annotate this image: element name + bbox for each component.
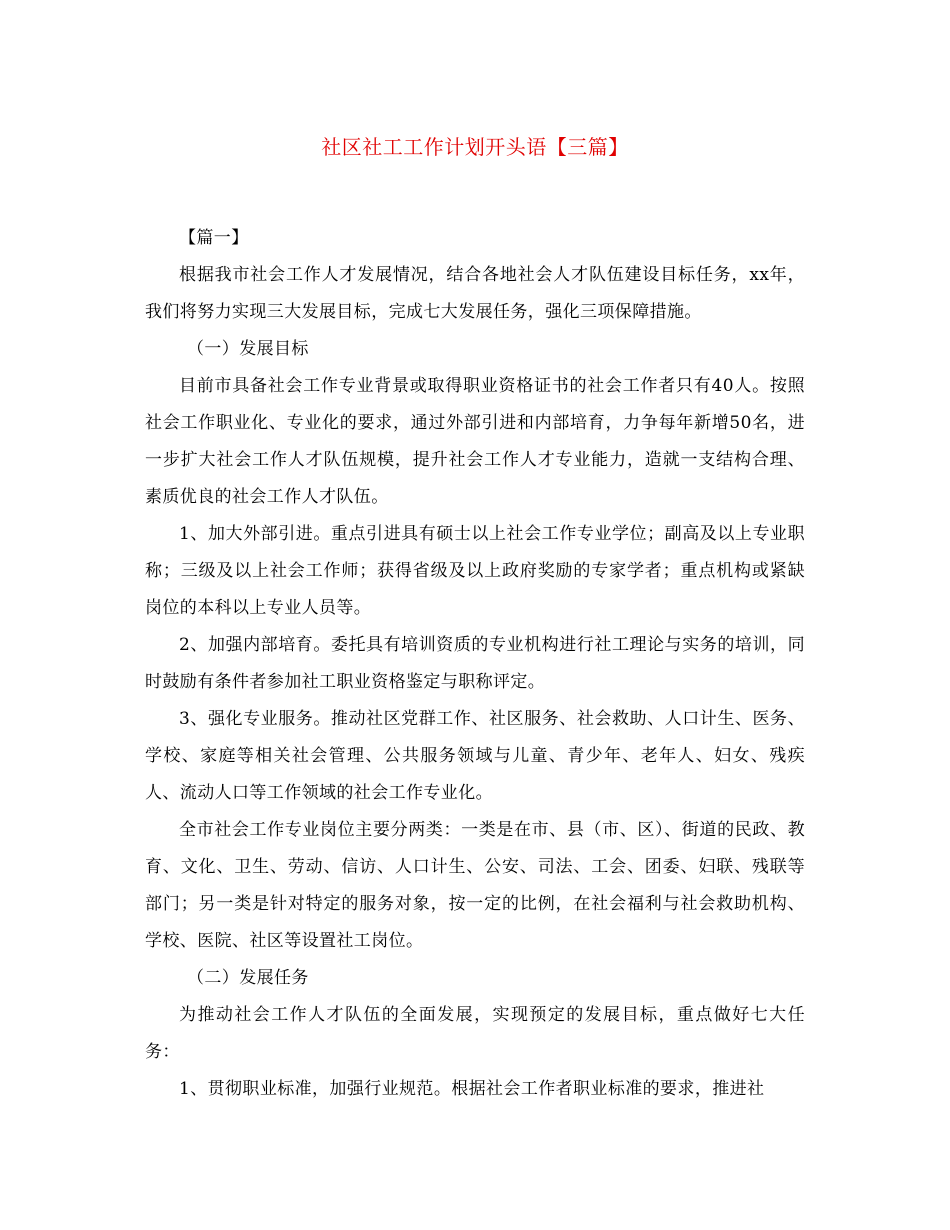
- section-heading-part-one: 【篇一】: [179, 228, 249, 248]
- paragraph-intro: 根据我市社会工作人才发展情况，结合各地社会人才队伍建设目标任务，xx年，我们将努力实现三大发展目标，完成七大发展任务，强化三项保障措施。: [145, 265, 805, 322]
- paragraph-post-categories: 全市社会工作专业岗位主要分两类：一类是在市、县（市、区）、街道的民政、教育、文化、卫生、劳动、信访、人口计生、公安、司法、工会、团委、妇联、残联等部门；另一类是针对特定的服务对象，按一定的比例，在社会福利与社会救助机构、学校、医院、社区等设置社工岗位。: [145, 820, 805, 951]
- paragraph-goals: 目前市具备社会工作专业背景或取得职业资格证书的社会工作者只有40人。按照社会工作职业化、专业化的要求，通过外部引进和内部培育，力争每年新增50名，进一步扩大社会工作人才队伍规模，提升社会工作人才专业能力，造就一支结构合理、素质优良的社会工作人才队伍。: [145, 376, 805, 507]
- paragraph-external-recruitment: 1、加大外部引进。重点引进具有硕士以上社会工作专业学位；副高及以上专业职称；三级及以上社会工作师；获得省级及以上政府奖励的专家学者；重点机构或紧缺岗位的本科以上专业人员等。: [145, 524, 805, 618]
- paragraph-tasks-intro: 为推动社会工作人才队伍的全面发展，实现预定的发展目标，重点做好七大任务：: [145, 1005, 805, 1062]
- paragraph-internal-training: 2、加强内部培育。委托具有培训资质的专业机构进行社工理论与实务的培训，同时鼓励有条件者参加社工职业资格鉴定与职称评定。: [145, 635, 805, 692]
- subheading-development-tasks: （二）发展任务: [187, 968, 309, 988]
- subheading-development-goals: （一）发展目标: [187, 339, 309, 359]
- paragraph-task-one: 1、贯彻职业标准，加强行业规范。根据社会工作者职业标准的要求，推进社: [179, 1079, 765, 1099]
- paragraph-professional-services: 3、强化专业服务。推动社区党群工作、社区服务、社会救助、人口计生、医务、学校、家庭等相关社会管理、公共服务领域与儿童、青少年、老年人、妇女、残疾人、流动人口等工作领域的社会工作专业化。: [145, 709, 805, 803]
- document-body: [145, 220, 805, 1108]
- document-title: 社区社工工作计划开头语【三篇】: [321, 135, 629, 159]
